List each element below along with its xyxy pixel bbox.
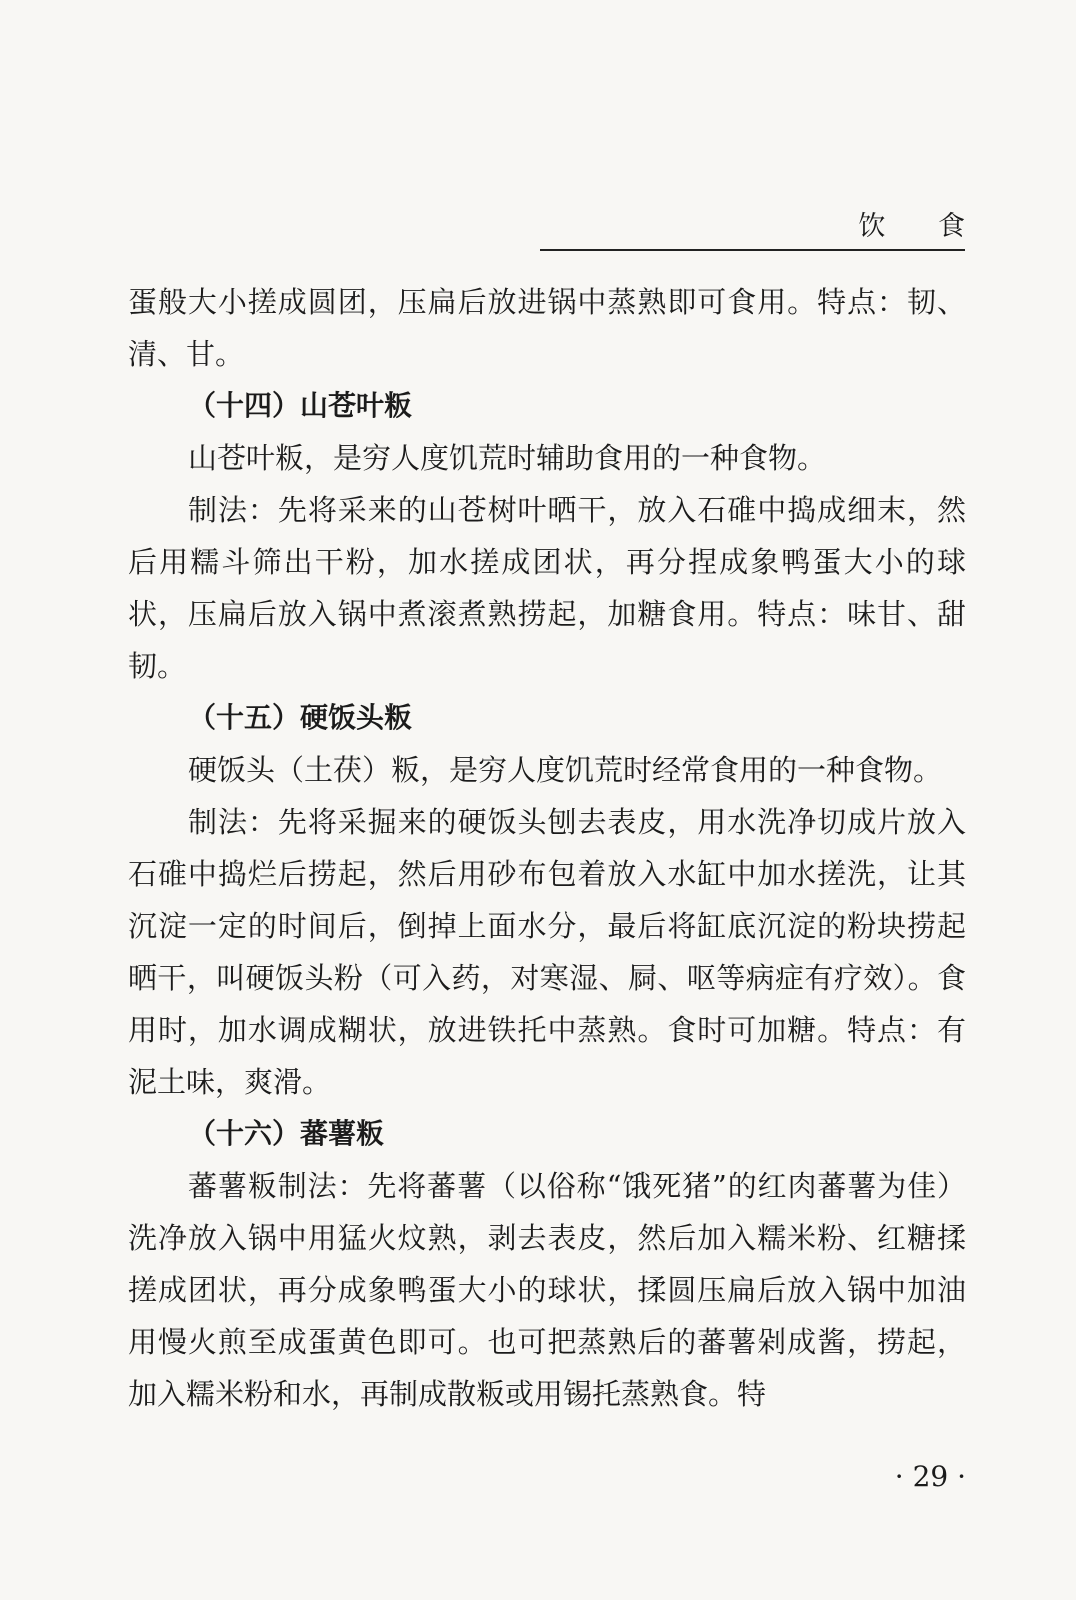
section-heading-14: （十四）山苍叶粄: [188, 389, 413, 422]
page-number: · 29 ·: [894, 1460, 966, 1493]
body-text: [128, 276, 966, 1420]
header-rule: [540, 249, 965, 251]
paragraph-15-method: 制法：先将采掘来的硬饭头刨去表皮，用水洗净切成片放入石碓中捣烂后捞起，然后用砂布包着放入水缸中加水搓洗，让其沉淀一定的时间后，倒掉上面水分，最后将缸底沉淀的粉块捞起晒干，叫硬饭头粉（可入药，对寒湿、屙、呕等病症有疗效）。食用时，加水调成糊状，放进铁托中蒸熟。食时可加糖。特点：有泥土味，爽滑。: [128, 805, 966, 1099]
paragraph-14-method: 制法：先将采来的山苍树叶晒干，放入石碓中捣成细末，然后用糯斗筛出干粉，加水搓成团状，再分捏成象鸭蛋大小的球状，压扁后放入锅中煮滚煮熟捞起，加糖食用。特点：味甘、甜韧。: [128, 493, 966, 683]
paragraph-continued: 蛋般大小搓成圆团，压扁后放进锅中蒸熟即可食用。特点：韧、清、甘。: [128, 285, 966, 371]
running-header: [540, 204, 987, 243]
paragraph-14-intro: 山苍叶粄，是穷人度饥荒时辅助食用的一种食物。: [188, 441, 827, 475]
section-heading-16: （十六）蕃薯粄: [188, 1117, 385, 1150]
paragraph-15-intro: 硬饭头（土茯）粄，是穷人度饥荒时经常食用的一种食物。: [188, 753, 943, 787]
paragraph-16-method: 蕃薯粄制法：先将蕃薯（以俗称“饿死猪”的红肉蕃薯为佳）洗净放入锅中用猛火炆熟，剥去表皮，然后加入糯米粉、红糖揉搓成团状，再分成象鸭蛋大小的球状，揉圆压扁后放入锅中加油用慢火煎至成蛋黄色即可。也可把蒸熟后的蕃薯剁成酱，捞起，加入糯米粉和水，再制成散粄或用锡托蒸熟食。特: [128, 1169, 966, 1411]
header-title: 饮 食: [858, 211, 987, 242]
section-heading-15: （十五）硬饭头粄: [188, 701, 413, 734]
